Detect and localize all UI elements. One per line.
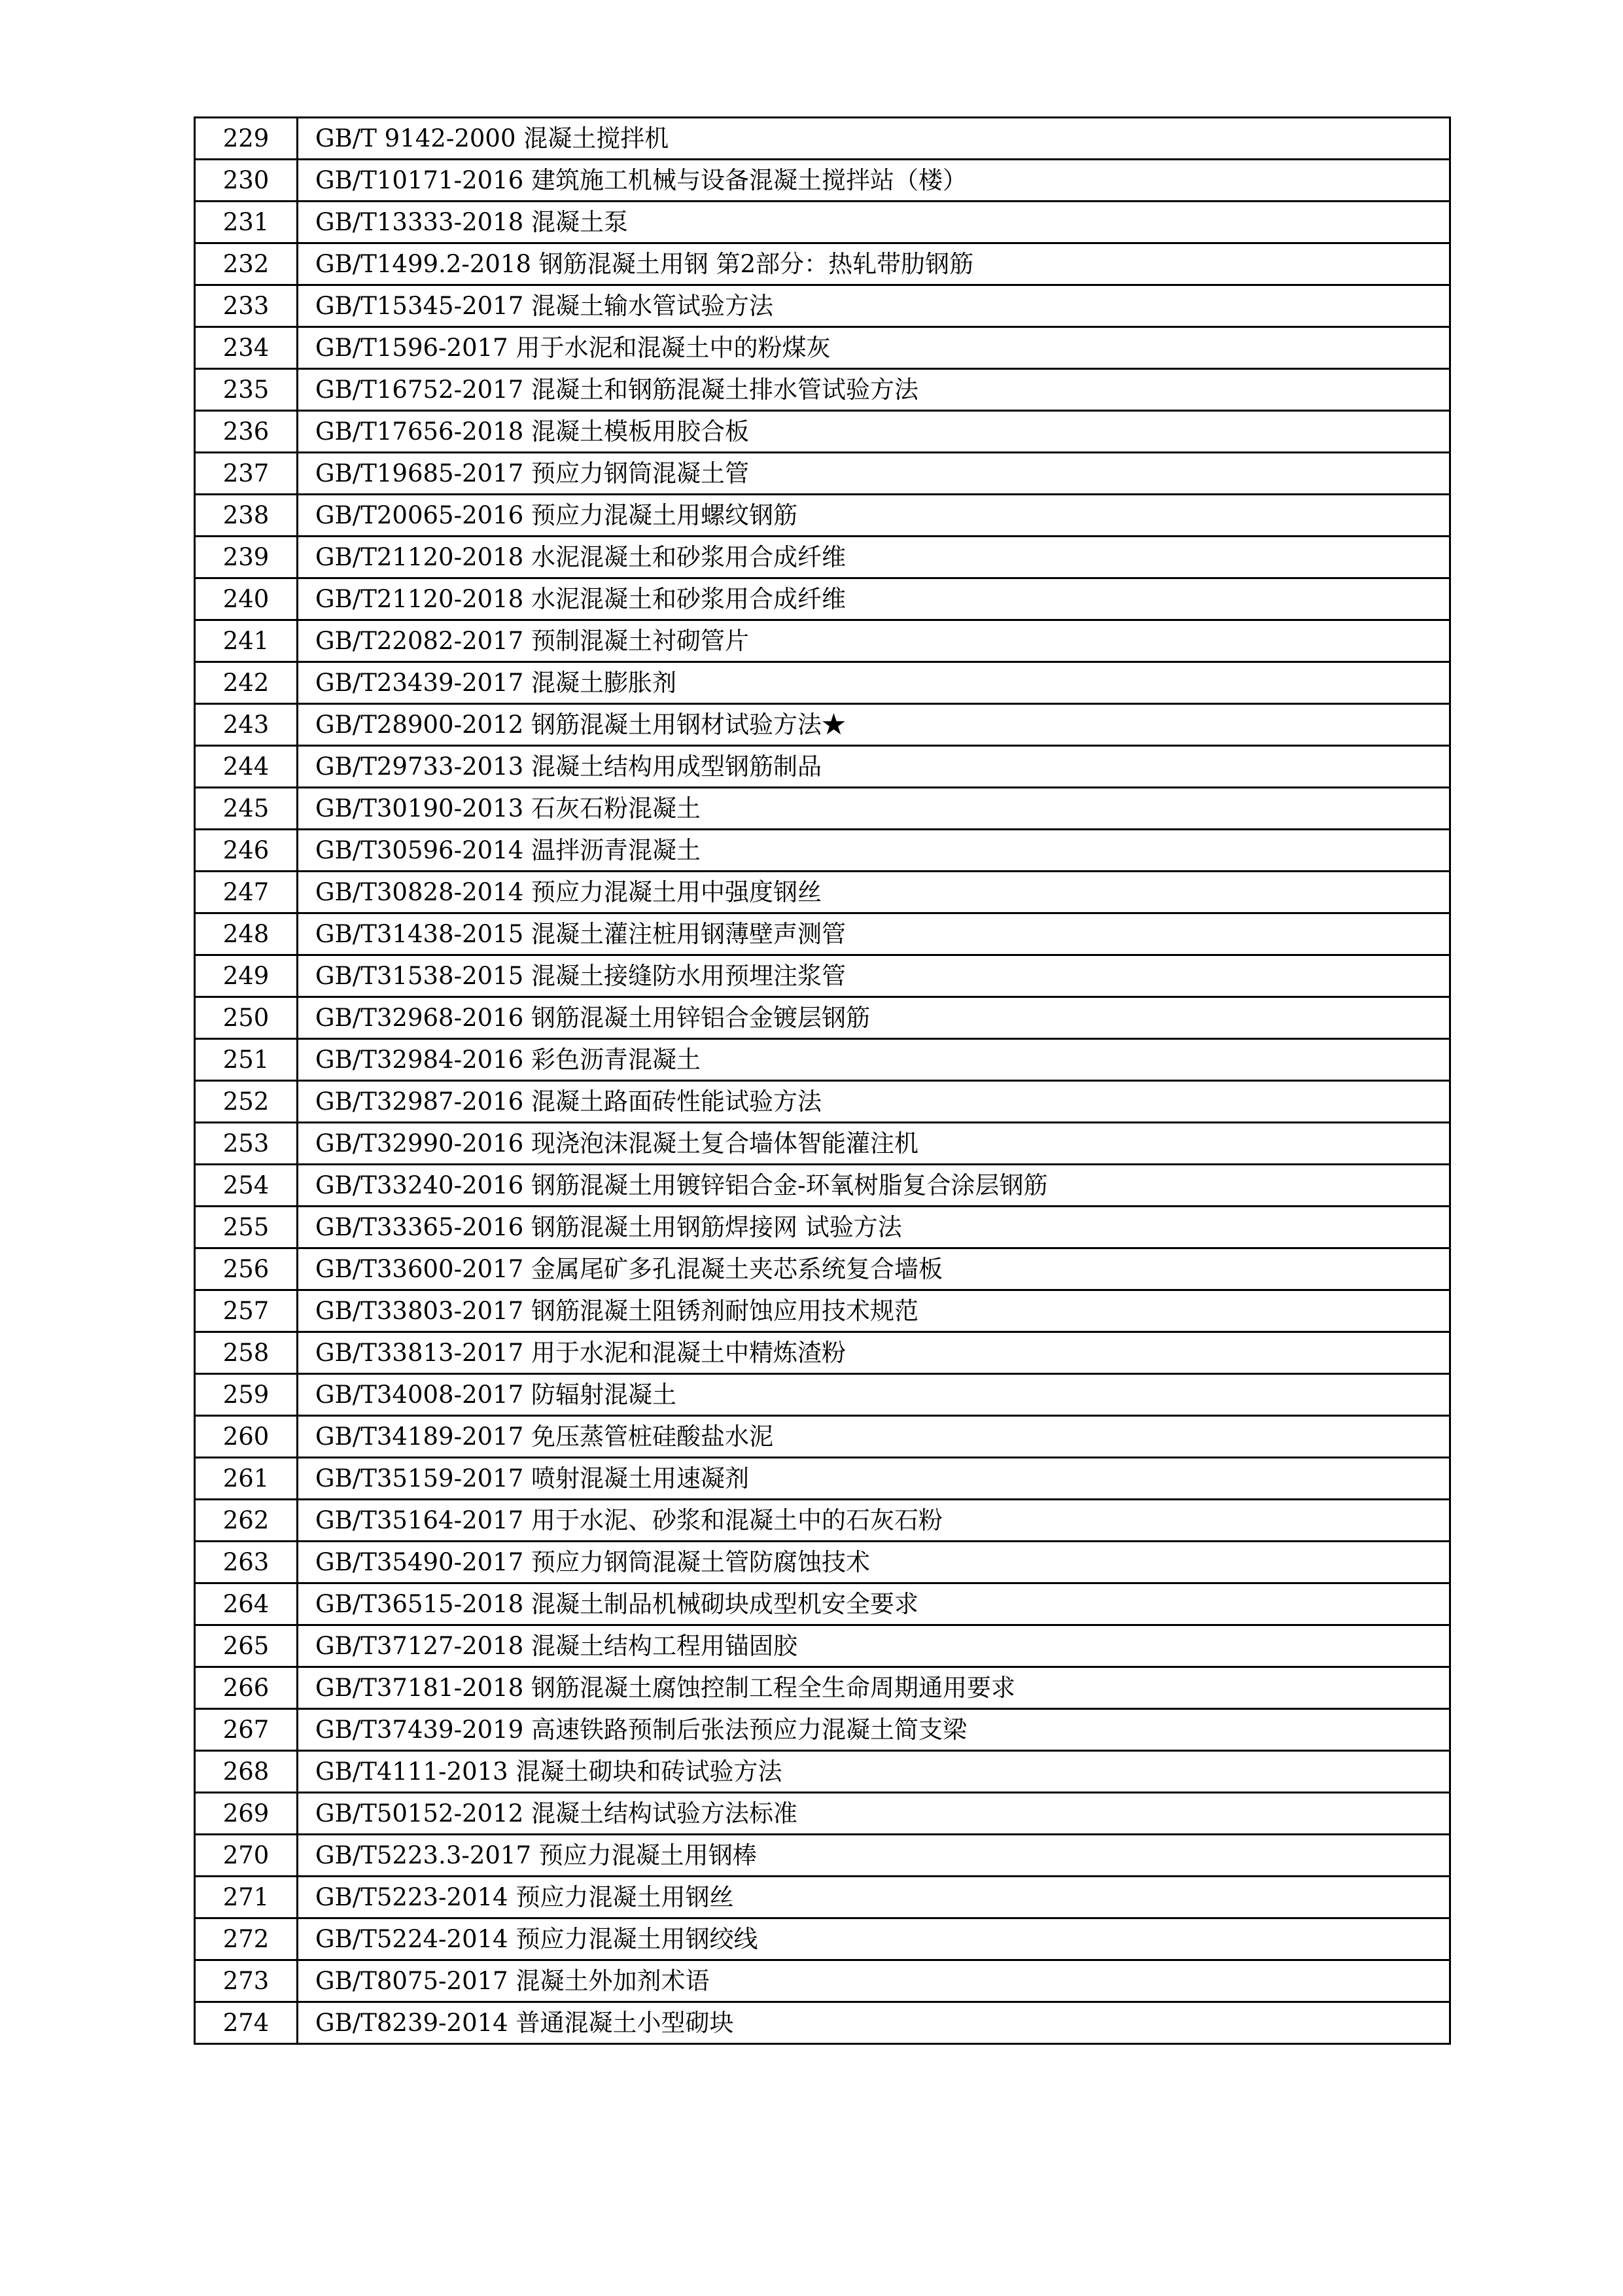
row-number-cell: 270 [195, 1835, 298, 1877]
row-number-cell: 261 [195, 1458, 298, 1500]
standard-title-cell: GB/T17656-2018 混凝土模板用胶合板 [298, 411, 1450, 453]
table-row [195, 1081, 1450, 1123]
standard-title-cell: GB/T31438-2015 混凝土灌注桩用钢薄壁声测管 [298, 913, 1450, 955]
table-row [195, 1290, 1450, 1332]
row-number-cell: 241 [195, 620, 298, 662]
standards-table [194, 116, 1451, 2045]
row-number-cell: 249 [195, 955, 298, 997]
standard-title-cell: GB/T32987-2016 混凝土路面砖性能试验方法 [298, 1081, 1450, 1123]
table-row [195, 1751, 1450, 1793]
row-number-cell: 252 [195, 1081, 298, 1123]
standard-title-cell: GB/T29733-2013 混凝土结构用成型钢筋制品 [298, 746, 1450, 788]
row-number-cell: 269 [195, 1793, 298, 1835]
row-number-cell: 274 [195, 2002, 298, 2044]
standard-title-cell: GB/T10171-2016 建筑施工机械与设备混凝土搅拌站（楼） [298, 160, 1450, 202]
row-number-cell: 271 [195, 1877, 298, 1918]
table-row [195, 1667, 1450, 1709]
table-row [195, 1542, 1450, 1583]
row-number-cell: 235 [195, 369, 298, 411]
row-number-cell: 234 [195, 327, 298, 369]
standard-title-cell: GB/T37181-2018 钢筋混凝土腐蚀控制工程全生命周期通用要求 [298, 1667, 1450, 1709]
row-number-cell: 247 [195, 872, 298, 913]
row-number-cell: 242 [195, 662, 298, 704]
standard-title-cell: GB/T19685-2017 预应力钢筒混凝土管 [298, 453, 1450, 495]
table-row [195, 1165, 1450, 1207]
standard-title-cell: GB/T34189-2017 免压蒸管桩硅酸盐水泥 [298, 1416, 1450, 1458]
row-number-cell: 268 [195, 1751, 298, 1793]
table-row [195, 369, 1450, 411]
standard-title-cell: GB/T4111-2013 混凝土砌块和砖试验方法 [298, 1751, 1450, 1793]
row-number-cell: 255 [195, 1207, 298, 1248]
standard-title-cell: GB/T1499.2-2018 钢筋混凝土用钢 第2部分：热轧带肋钢筋 [298, 243, 1450, 285]
table-row [195, 1248, 1450, 1290]
row-number-cell: 272 [195, 1918, 298, 1960]
table-row [195, 118, 1450, 160]
table-row [195, 1918, 1450, 1960]
table-row [195, 997, 1450, 1039]
standard-title-cell: GB/T30190-2013 石灰石粉混凝土 [298, 788, 1450, 830]
standard-title-cell: GB/T15345-2017 混凝土输水管试验方法 [298, 285, 1450, 327]
standard-title-cell: GB/T33365-2016 钢筋混凝土用钢筋焊接网 试验方法 [298, 1207, 1450, 1248]
standard-title-cell: GB/T35490-2017 预应力钢筒混凝土管防腐蚀技术 [298, 1542, 1450, 1583]
table-row [195, 537, 1450, 578]
row-number-cell: 244 [195, 746, 298, 788]
table-row [195, 1877, 1450, 1918]
table-row [195, 872, 1450, 913]
table-row [195, 704, 1450, 746]
table-row [195, 453, 1450, 495]
standard-title-cell: GB/T31538-2015 混凝土接缝防水用预埋注浆管 [298, 955, 1450, 997]
row-number-cell: 264 [195, 1583, 298, 1625]
table-row [195, 160, 1450, 202]
table-row [195, 1374, 1450, 1416]
row-number-cell: 237 [195, 453, 298, 495]
table-row [195, 955, 1450, 997]
table-row [195, 202, 1450, 243]
row-number-cell: 243 [195, 704, 298, 746]
row-number-cell: 259 [195, 1374, 298, 1416]
row-number-cell: 251 [195, 1039, 298, 1081]
standard-title-cell: GB/T30596-2014 温拌沥青混凝土 [298, 830, 1450, 872]
row-number-cell: 232 [195, 243, 298, 285]
standard-title-cell: GB/T5223.3-2017 预应力混凝土用钢棒 [298, 1835, 1450, 1877]
standard-title-cell: GB/T20065-2016 预应力混凝土用螺纹钢筋 [298, 495, 1450, 537]
standard-title-cell: GB/T33803-2017 钢筋混凝土阻锈剂耐蚀应用技术规范 [298, 1290, 1450, 1332]
standard-title-cell: GB/T33240-2016 钢筋混凝土用镀锌铝合金-环氧树脂复合涂层钢筋 [298, 1165, 1450, 1207]
standard-title-cell: GB/T35164-2017 用于水泥、砂浆和混凝土中的石灰石粉 [298, 1500, 1450, 1542]
standard-title-cell: GB/T 9142-2000 混凝土搅拌机 [298, 118, 1450, 160]
standard-title-cell: GB/T35159-2017 喷射混凝土用速凝剂 [298, 1458, 1450, 1500]
row-number-cell: 254 [195, 1165, 298, 1207]
table-row [195, 1960, 1450, 2002]
table-row [195, 1793, 1450, 1835]
standard-title-cell: GB/T5224-2014 预应力混凝土用钢绞线 [298, 1918, 1450, 1960]
row-number-cell: 263 [195, 1542, 298, 1583]
table-row [195, 620, 1450, 662]
standard-title-cell: GB/T21120-2018 水泥混凝土和砂浆用合成纤维 [298, 578, 1450, 620]
row-number-cell: 253 [195, 1123, 298, 1165]
standard-title-cell: GB/T23439-2017 混凝土膨胀剂 [298, 662, 1450, 704]
standard-title-cell: GB/T50152-2012 混凝土结构试验方法标准 [298, 1793, 1450, 1835]
standard-title-cell: GB/T5223-2014 预应力混凝土用钢丝 [298, 1877, 1450, 1918]
row-number-cell: 248 [195, 913, 298, 955]
row-number-cell: 267 [195, 1709, 298, 1751]
standard-title-cell: GB/T33600-2017 金属尾矿多孔混凝土夹芯系统复合墙板 [298, 1248, 1450, 1290]
table-row [195, 1500, 1450, 1542]
table-row [195, 913, 1450, 955]
standard-title-cell: GB/T16752-2017 混凝土和钢筋混凝土排水管试验方法 [298, 369, 1450, 411]
row-number-cell: 239 [195, 537, 298, 578]
table-row [195, 1207, 1450, 1248]
standard-title-cell: GB/T28900-2012 钢筋混凝土用钢材试验方法★ [298, 704, 1450, 746]
table-row [195, 746, 1450, 788]
standard-title-cell: GB/T32984-2016 彩色沥青混凝土 [298, 1039, 1450, 1081]
standard-title-cell: GB/T36515-2018 混凝土制品机械砌块成型机安全要求 [298, 1583, 1450, 1625]
row-number-cell: 266 [195, 1667, 298, 1709]
standard-title-cell: GB/T32990-2016 现浇泡沫混凝土复合墙体智能灌注机 [298, 1123, 1450, 1165]
standards-table-body [195, 118, 1450, 2044]
standard-title-cell: GB/T8075-2017 混凝土外加剂术语 [298, 1960, 1450, 2002]
row-number-cell: 273 [195, 1960, 298, 2002]
row-number-cell: 257 [195, 1290, 298, 1332]
standard-title-cell: GB/T37439-2019 高速铁路预制后张法预应力混凝土简支梁 [298, 1709, 1450, 1751]
table-row [195, 1625, 1450, 1667]
row-number-cell: 265 [195, 1625, 298, 1667]
table-row [195, 1039, 1450, 1081]
row-number-cell: 245 [195, 788, 298, 830]
standard-title-cell: GB/T8239-2014 普通混凝土小型砌块 [298, 2002, 1450, 2044]
row-number-cell: 246 [195, 830, 298, 872]
standard-title-cell: GB/T13333-2018 混凝土泵 [298, 202, 1450, 243]
standard-title-cell: GB/T30828-2014 预应力混凝土用中强度钢丝 [298, 872, 1450, 913]
table-row [195, 662, 1450, 704]
table-row [195, 578, 1450, 620]
row-number-cell: 240 [195, 578, 298, 620]
standard-title-cell: GB/T32968-2016 钢筋混凝土用锌铝合金镀层钢筋 [298, 997, 1450, 1039]
row-number-cell: 236 [195, 411, 298, 453]
standard-title-cell: GB/T21120-2018 水泥混凝土和砂浆用合成纤维 [298, 537, 1450, 578]
table-row [195, 327, 1450, 369]
row-number-cell: 233 [195, 285, 298, 327]
table-row [195, 1458, 1450, 1500]
table-row [195, 1123, 1450, 1165]
standard-title-cell: GB/T37127-2018 混凝土结构工程用锚固胶 [298, 1625, 1450, 1667]
table-row [195, 1835, 1450, 1877]
standard-title-cell: GB/T22082-2017 预制混凝土衬砌管片 [298, 620, 1450, 662]
table-row [195, 1709, 1450, 1751]
table-row [195, 788, 1450, 830]
standard-title-cell: GB/T1596-2017 用于水泥和混凝土中的粉煤灰 [298, 327, 1450, 369]
table-row [195, 243, 1450, 285]
table-row [195, 830, 1450, 872]
row-number-cell: 258 [195, 1332, 298, 1374]
table-row [195, 1583, 1450, 1625]
table-row [195, 285, 1450, 327]
row-number-cell: 250 [195, 997, 298, 1039]
row-number-cell: 260 [195, 1416, 298, 1458]
table-row [195, 495, 1450, 537]
standard-title-cell: GB/T34008-2017 防辐射混凝土 [298, 1374, 1450, 1416]
row-number-cell: 238 [195, 495, 298, 537]
standard-title-cell: GB/T33813-2017 用于水泥和混凝土中精炼渣粉 [298, 1332, 1450, 1374]
row-number-cell: 262 [195, 1500, 298, 1542]
row-number-cell: 256 [195, 1248, 298, 1290]
table-row [195, 411, 1450, 453]
row-number-cell: 231 [195, 202, 298, 243]
table-row [195, 1416, 1450, 1458]
row-number-cell: 230 [195, 160, 298, 202]
table-row [195, 2002, 1450, 2044]
row-number-cell: 229 [195, 118, 298, 160]
table-row [195, 1332, 1450, 1374]
